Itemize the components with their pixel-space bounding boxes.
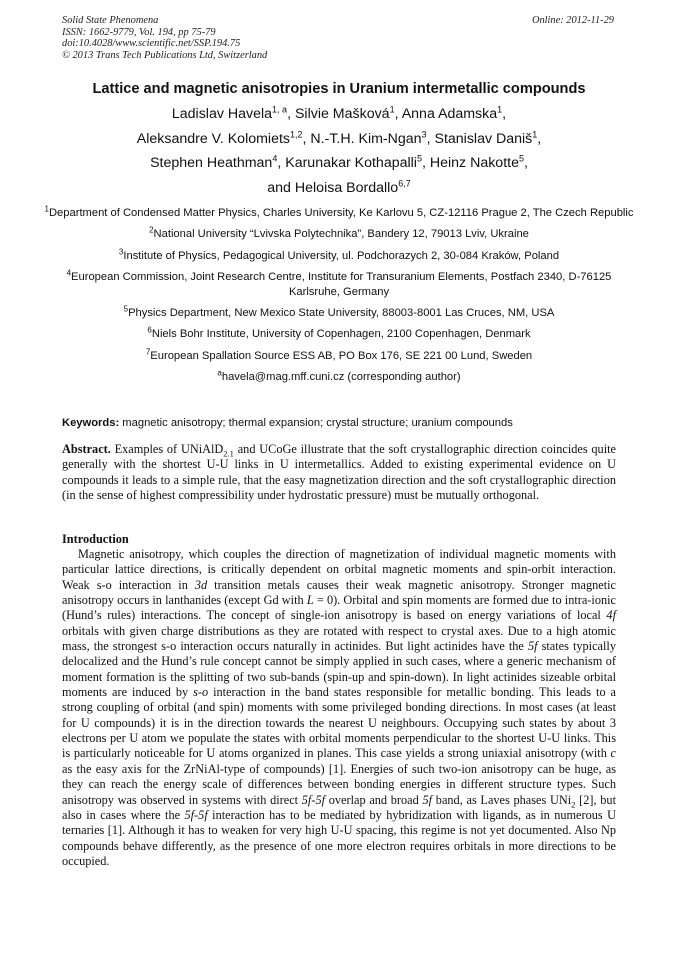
italic-term: 5f bbox=[422, 792, 433, 807]
formula-subscript: 2.1 bbox=[223, 448, 234, 459]
italic-term: L bbox=[306, 593, 314, 608]
affiliation-mark: 4 bbox=[66, 268, 72, 278]
affiliation-mark: 1 bbox=[44, 204, 49, 214]
author-conjunction: and bbox=[267, 179, 295, 196]
paragraph-text: interaction in the band states responsible for metallic bonding. This leads to a strong coupling of orbital (and spin) moments with some privileged bonding directions. In most cases (at least for U compounds) it is in the direction towards the nearest U neighbours. Occupying such states by about 3 electrons per U atom we populate the states with orbital moments perpendicular to the shortest U-U links. This is particularly noticeable for U atoms organized in planes. This case yields a strong uniaxial anisotropy (with bbox=[62, 685, 616, 761]
abstract bbox=[62, 442, 616, 503]
corresponding-author-email[interactable] bbox=[40, 370, 638, 384]
italic-term: 5f-5f bbox=[184, 807, 208, 822]
italic-term: s-o bbox=[193, 685, 209, 700]
affiliation-list bbox=[40, 206, 638, 392]
affiliation-text: Department of Condensed Matter Physics, Charles University, Ke Karlovu 5, CZ-12116 Prague 2, The Czech Republic bbox=[48, 207, 634, 219]
paragraph-text: orbitals with given charge distributions as they are rotated with respect to crystal axes. Due to a high atomic mass, the strongest s-o interaction occurs naturally in actinides. But light actinides have the bbox=[62, 623, 616, 654]
email-text[interactable]: havela@mag.mff.cuni.cz (corresponding author) bbox=[221, 371, 461, 384]
author-name: Stanislav Daniš bbox=[434, 130, 533, 147]
affiliation-mark: a bbox=[217, 368, 222, 378]
author-name: Karunakar Kothapalli bbox=[285, 155, 417, 171]
italic-term: c bbox=[610, 746, 616, 761]
introduction-paragraph bbox=[62, 547, 616, 869]
author-affiliation-mark: 5 bbox=[518, 153, 524, 164]
italic-term: 4f bbox=[606, 608, 616, 623]
paragraph-text: transition metals causes their weak magnetic anisotropy. Stronger magnetic anisotropy occurs in lanthanides (except Gd with bbox=[62, 577, 616, 608]
formula-subscript: 2 bbox=[571, 798, 576, 809]
affiliation bbox=[40, 306, 638, 320]
author-list bbox=[40, 102, 638, 200]
online-date: Online: 2012-11-29 bbox=[531, 15, 614, 26]
author-name: Heloisa Bordallo bbox=[294, 179, 399, 196]
paragraph-text: = 0). Orbital and spin moments are formed due to intra-ionic (Hund’s rules) interactions. The concept of single-ion anisotropy is based on energy variations of local bbox=[62, 593, 616, 623]
affiliation-text: National University “Lvivska Polytechnika”, Bandery 12, 79013 Lviv, Ukraine bbox=[153, 228, 529, 241]
journal-header bbox=[62, 15, 267, 61]
affiliation bbox=[40, 227, 638, 241]
author-name: Stephen Heathman bbox=[150, 155, 273, 171]
keywords-label: Keywords: bbox=[62, 417, 120, 429]
keywords bbox=[62, 416, 618, 430]
affiliation-mark: 7 bbox=[145, 347, 151, 357]
author-name: Aleksandre V. Kolomiets bbox=[136, 130, 291, 147]
affiliation-mark: 2 bbox=[149, 225, 154, 235]
author-affiliation-mark: 1 bbox=[532, 128, 538, 139]
copyright-line: © 2013 Trans Tech Publications Ltd, Switzerland bbox=[62, 49, 268, 61]
author-affiliation-mark: 1 bbox=[497, 104, 503, 115]
affiliation-text: Institute of Physics, Pedagogical University, ul. Podchorazych 2, 30-084 Kraków, Poland bbox=[123, 249, 560, 262]
paragraph-text: as the easy axis for the ZrNiAl-type of compounds) [1]. Energies of such two-ion anisotropy can be huge, as they can reach the energy scale of differences between bonding energies in different structure types. Such anisotropy was observed in systems with direct bbox=[62, 761, 616, 807]
affiliation-text: European Commission, Joint Research Centre, Institute for Transuranium Elements, Postfach 2340, D-76125 Karlsruhe, Germany bbox=[71, 271, 612, 298]
author-affiliation-mark: 1 bbox=[389, 104, 395, 115]
affiliation bbox=[40, 206, 638, 220]
author-affiliation-mark: 6,7 bbox=[398, 177, 411, 188]
italic-term: 5f bbox=[527, 639, 538, 654]
paragraph-text: overlap and broad bbox=[325, 792, 423, 807]
keywords-text: magnetic anisotropy; thermal expansion; crystal structure; uranium compounds bbox=[119, 417, 513, 429]
paragraph-text: interaction has to be mediated by hybridization with ligands, as in numerous U ternaries [1]. Although it has to weaken for very high U-U spacing, this regime is not yet documented. Also Np compounds behave differently, as the presence of one more electron requires orbitals in more directions to be occupied. bbox=[62, 807, 616, 868]
abstract-text: and UCoGe illustrate that the soft crystallographic direction coincides quite generally with the shortest U-U links in U intermetallics. Added to existing experimental evidence on U compounds it leads to a simple rule, that the easy magnetization direction and the soft crystallographic direction (in the sense of highest compressibility under hydrostatic pressure) must be mutually orthogonal. bbox=[62, 442, 616, 503]
journal-name: Solid State Phenomena bbox=[62, 15, 159, 26]
italic-term: 3d bbox=[194, 577, 208, 592]
author-line-2: Aleksandre V. Kolomiets$^{1,2}$, N.-T.H. Kim-Ngan$^3$, Stanislav Daniš$^1$, bbox=[136, 128, 542, 147]
abstract-text: Examples of UNiAlD bbox=[110, 442, 224, 456]
paragraph-text: Magnetic anisotropy, which couples the direction of magnetization of individual magnetic moments with particular lattice directions, is critically dependent on orbital magnetic moments and spin-orbit interaction. Weak s-o interaction in bbox=[62, 547, 616, 592]
affiliation-mark: 3 bbox=[118, 247, 124, 257]
author-name: Anna Adamska bbox=[401, 106, 498, 122]
affiliation bbox=[40, 249, 638, 263]
affiliation bbox=[40, 349, 638, 363]
affiliation-text: Physics Department, New Mexico State University, 88003-8001 Las Cruces, NM, USA bbox=[128, 307, 555, 320]
affiliation-mark: 6 bbox=[147, 325, 152, 335]
paragraph-text: states typically delocalized and the Hund’s rule concept cannot be simply applied in such cases, where a generic mechanism of moment formation is the splitting of two sub-bands (spin-up and spin-down). In light actinides sizeable orbital moments are induced by bbox=[62, 639, 616, 700]
author-affiliation-mark: 3 bbox=[421, 128, 427, 139]
affiliation-text: European Spallation Source ESS AB, PO Box 176, SE 221 00 Lund, Sweden bbox=[150, 349, 533, 362]
author-affiliation-mark: 1,2 bbox=[290, 128, 303, 139]
italic-term: 5f-5f bbox=[301, 792, 326, 807]
author-affiliation-mark: 4 bbox=[272, 153, 278, 164]
affiliation bbox=[40, 270, 638, 299]
section-heading: Introduction bbox=[62, 532, 129, 546]
affiliation bbox=[40, 327, 638, 341]
author-affiliation-mark: 5 bbox=[416, 153, 422, 164]
doi-line[interactable]: doi:10.4028/www.scientific.net/SSP.194.75 bbox=[62, 38, 241, 50]
author-name: Silvie Mašková bbox=[294, 106, 390, 122]
issn-line: ISSN: 1662-9779, Vol. 194, pp 75-79 bbox=[62, 26, 216, 38]
author-name: N.-T.H. Kim-Ngan bbox=[310, 130, 422, 147]
author-line-4 bbox=[40, 176, 638, 201]
paper-title: Lattice and magnetic anisotropies in Uranium intermetallic compounds bbox=[92, 81, 586, 97]
author-line-1: Ladislav Havela$^{1, a}$, Silvie Mašková$^1$, Anna Adamska$^1$, bbox=[171, 104, 507, 122]
paragraph-text: band, as Laves phases UNi bbox=[432, 792, 572, 807]
author-affiliation-mark: 1, a bbox=[272, 104, 288, 115]
affiliation-text: Niels Bohr Institute, University of Copenhagen, 2100 Copenhagen, Denmark bbox=[151, 328, 531, 341]
author-name: Ladislav Havela bbox=[171, 106, 273, 122]
author-name: Heinz Nakotte bbox=[429, 155, 519, 171]
author-line-3: Stephen Heathman$^4$, Karunakar Kothapalli$^5$, Heinz Nakotte$^5$, bbox=[150, 153, 528, 171]
abstract-label: Abstract. bbox=[62, 442, 111, 456]
paragraph-text: [2], but also in cases where the bbox=[62, 792, 616, 822]
affiliation-mark: 5 bbox=[123, 304, 129, 314]
